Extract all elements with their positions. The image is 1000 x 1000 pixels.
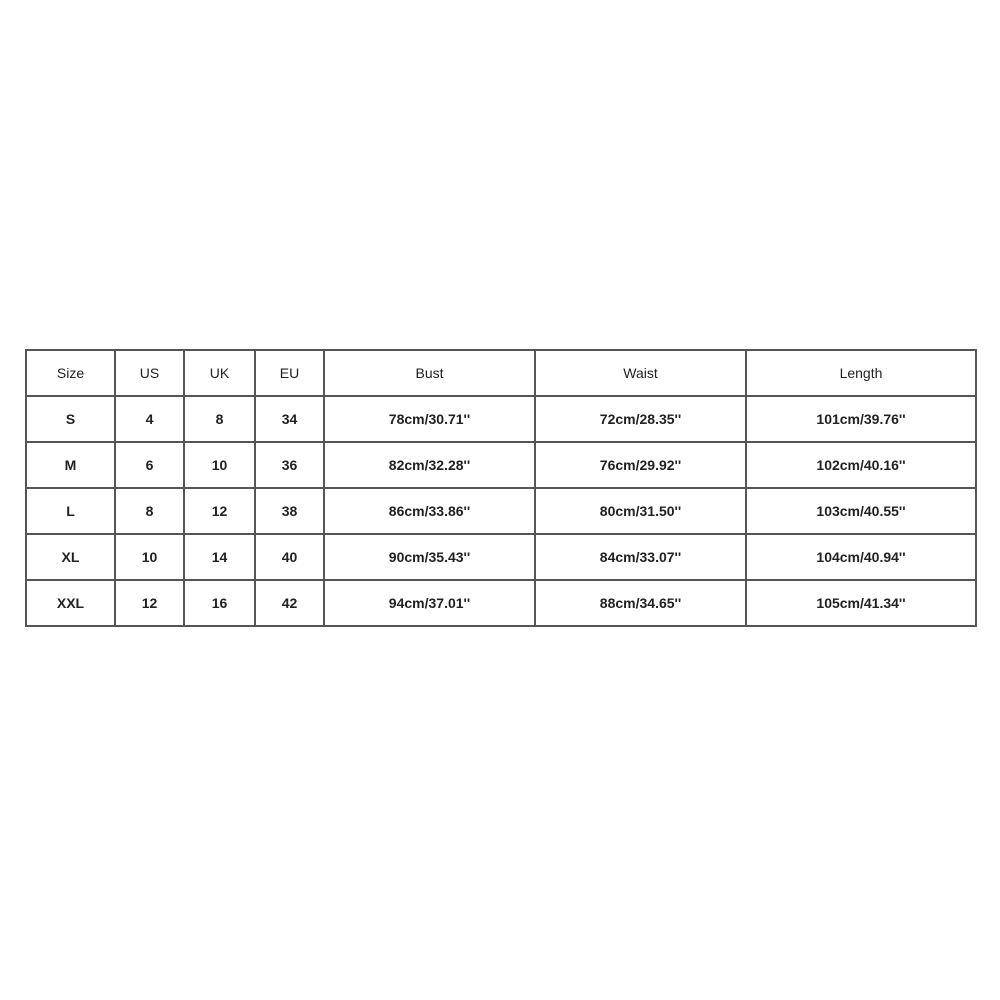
cell-length: 105cm/41.34'' (746, 580, 976, 626)
cell-eu: 34 (255, 396, 324, 442)
cell-length: 101cm/39.76'' (746, 396, 976, 442)
cell-bust: 90cm/35.43'' (324, 534, 535, 580)
cell-uk: 12 (184, 488, 255, 534)
cell-size: XL (26, 534, 115, 580)
header-waist: Waist (535, 350, 746, 396)
cell-waist: 88cm/34.65'' (535, 580, 746, 626)
cell-size: M (26, 442, 115, 488)
header-uk: UK (184, 350, 255, 396)
cell-bust: 86cm/33.86'' (324, 488, 535, 534)
cell-eu: 36 (255, 442, 324, 488)
header-length: Length (746, 350, 976, 396)
cell-uk: 16 (184, 580, 255, 626)
table-row (26, 534, 976, 580)
cell-uk: 10 (184, 442, 255, 488)
header-us: US (115, 350, 184, 396)
size-chart-table (25, 349, 977, 627)
table-row (26, 396, 976, 442)
cell-size: XXL (26, 580, 115, 626)
cell-us: 12 (115, 580, 184, 626)
header-eu: EU (255, 350, 324, 396)
cell-bust: 82cm/32.28'' (324, 442, 535, 488)
cell-bust: 94cm/37.01'' (324, 580, 535, 626)
cell-length: 103cm/40.55'' (746, 488, 976, 534)
cell-uk: 14 (184, 534, 255, 580)
table-row (26, 580, 976, 626)
cell-length: 104cm/40.94'' (746, 534, 976, 580)
cell-length: 102cm/40.16'' (746, 442, 976, 488)
cell-waist: 72cm/28.35'' (535, 396, 746, 442)
cell-uk: 8 (184, 396, 255, 442)
cell-us: 10 (115, 534, 184, 580)
cell-eu: 40 (255, 534, 324, 580)
table-row (26, 488, 976, 534)
header-row (26, 350, 976, 396)
cell-waist: 84cm/33.07'' (535, 534, 746, 580)
cell-us: 4 (115, 396, 184, 442)
header-size: Size (26, 350, 115, 396)
cell-waist: 80cm/31.50'' (535, 488, 746, 534)
cell-size: L (26, 488, 115, 534)
header-bust: Bust (324, 350, 535, 396)
cell-eu: 38 (255, 488, 324, 534)
table-row (26, 442, 976, 488)
cell-us: 6 (115, 442, 184, 488)
cell-waist: 76cm/29.92'' (535, 442, 746, 488)
cell-us: 8 (115, 488, 184, 534)
cell-bust: 78cm/30.71'' (324, 396, 535, 442)
cell-eu: 42 (255, 580, 324, 626)
cell-size: S (26, 396, 115, 442)
